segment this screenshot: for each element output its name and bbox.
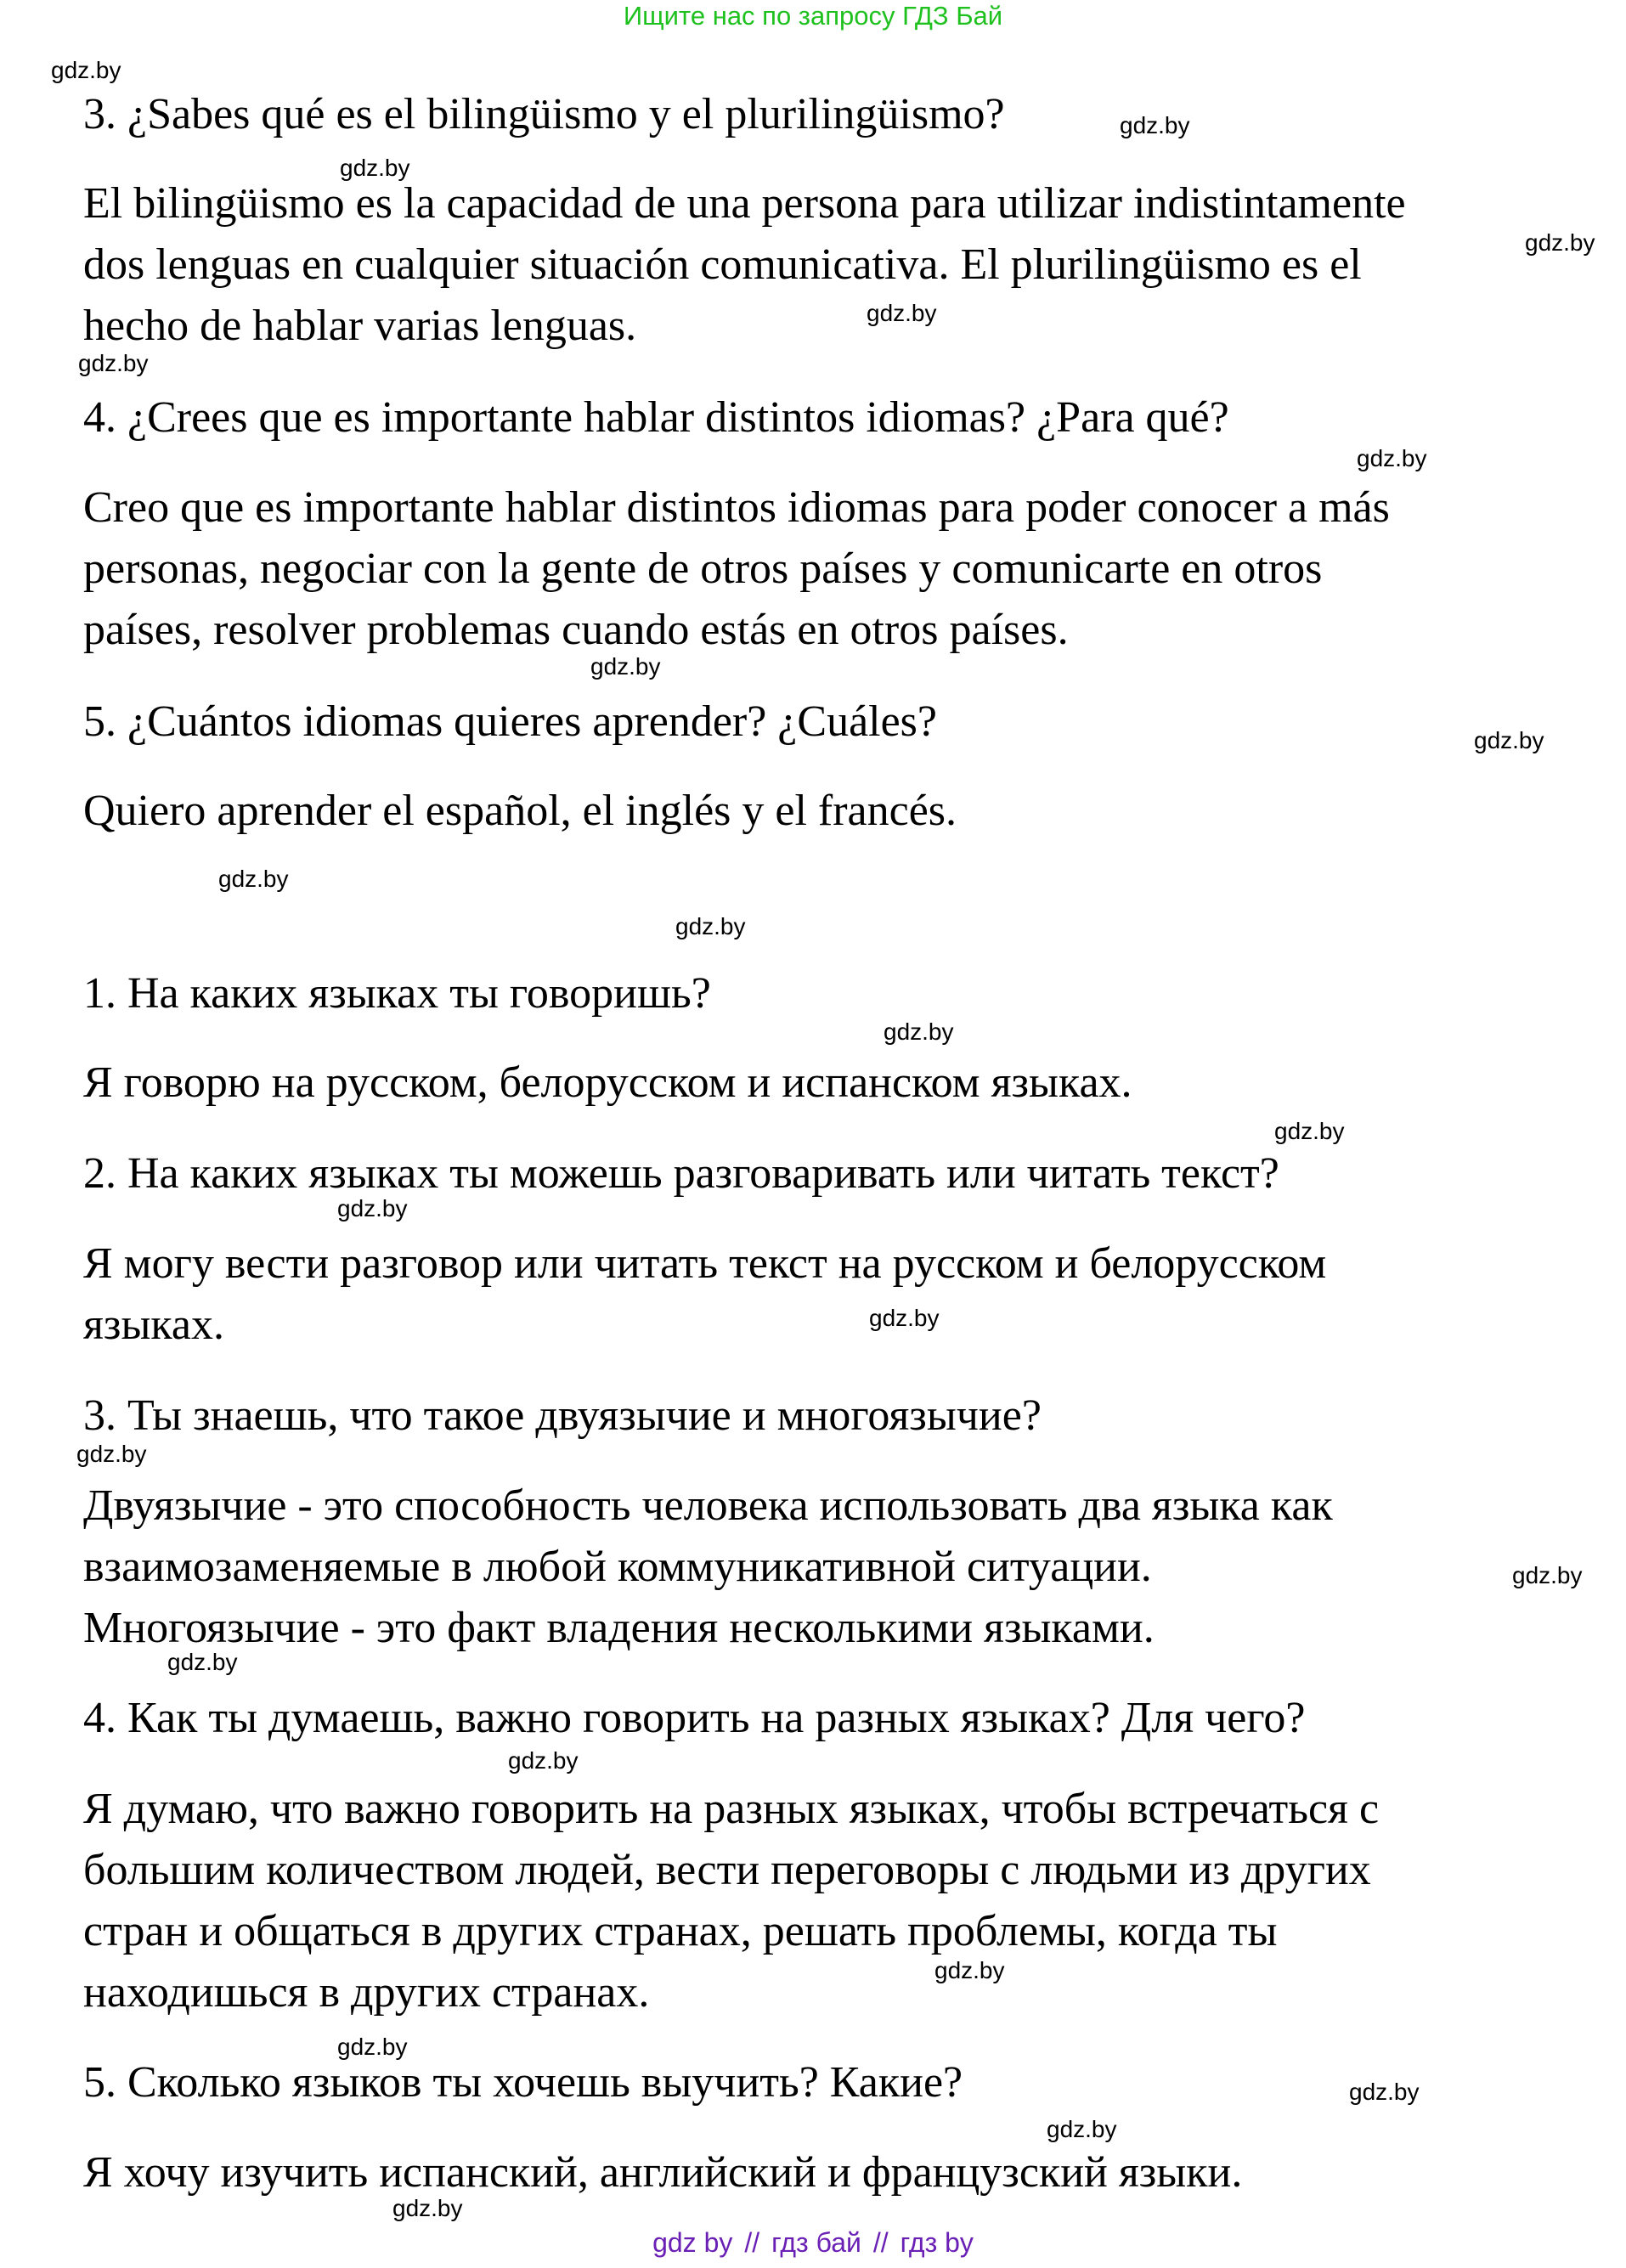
answer-ru-4-line-4: находишься в других странах.	[83, 1968, 650, 2017]
top-banner: Ищите нас по запросу ГДЗ Бай	[623, 1, 1003, 31]
watermark: gdz.by	[1357, 445, 1427, 471]
watermark: gdz.by	[392, 2195, 463, 2221]
watermark: gdz.by	[218, 866, 289, 892]
answer-es-4-line-3: países, resolver problemas cuando estás en otros países.	[83, 606, 1069, 654]
footer-separator: //	[744, 2227, 760, 2258]
question-ru-3: 3. Ты знаешь, что такое двуязычие и многоязычие?	[83, 1391, 1042, 1440]
answer-es-4-line-2: personas, negociar con la gente de otros países y comunicarte en otros	[83, 544, 1323, 593]
question-ru-2: 2. На каких языках ты можешь разговаривать или читать текст?	[83, 1149, 1279, 1198]
watermark: gdz.by	[675, 913, 746, 939]
answer-ru-2-line-1: Я могу вести разговор или читать текст на русском и белорусском	[83, 1239, 1327, 1288]
answer-es-5: Quiero aprender el español, el inglés y el francés.	[83, 787, 957, 835]
answer-es-3-line-2: dos lenguas en cualquier situación comunicativa. El plurilingüismo es el	[83, 240, 1362, 289]
watermark: gdz.by	[1274, 1118, 1345, 1144]
watermark: gdz.by	[337, 2034, 408, 2060]
watermark: gdz.by	[337, 1195, 408, 1221]
answer-ru-4-line-2: большим количеством людей, вести переговоры с людьми из других	[83, 1846, 1371, 1894]
footer-links	[0, 2226, 1626, 2260]
footer-link-gdz-bai[interactable]: гдз бай	[771, 2227, 861, 2258]
watermark: gdz.by	[867, 300, 937, 326]
footer-link-gdz-by[interactable]: gdz by	[652, 2227, 733, 2258]
answer-ru-5: Я хочу изучить испанский, английский и французский языки.	[83, 2148, 1243, 2197]
answer-es-4-line-1: Creo que es importante hablar distintos idiomas para poder conocer a más	[83, 483, 1390, 532]
watermark: gdz.by	[869, 1305, 940, 1331]
watermark: gdz.by	[1349, 2079, 1420, 2105]
footer-separator: //	[872, 2227, 889, 2258]
answer-ru-3-line-3: Многоязычие - это факт владения несколькими языками.	[83, 1604, 1155, 1652]
answer-ru-3-line-2: взаимозаменяемые в любой коммуникативной ситуации.	[83, 1543, 1152, 1591]
question-ru-1: 1. На каких языках ты говоришь?	[83, 969, 711, 1018]
answer-ru-4-line-1: Я думаю, что важно говорить на разных языках, чтобы встречаться с	[83, 1785, 1380, 1833]
watermark: gdz.by	[51, 57, 121, 83]
watermark: gdz.by	[934, 1957, 1005, 1983]
answer-ru-2-line-2: языках.	[83, 1300, 224, 1349]
watermark: gdz.by	[1512, 1562, 1583, 1588]
question-ru-4: 4. Как ты думаешь, важно говорить на разных языках? Для чего?	[83, 1694, 1306, 1742]
answer-es-3-line-3: hecho de hablar varias lenguas.	[83, 302, 637, 350]
watermark: gdz.by	[590, 653, 661, 680]
footer-link-gdz-by-cyr[interactable]: гдз by	[900, 2227, 974, 2258]
question-es-4: 4. ¿Crees que es importante hablar distintos idiomas? ¿Para qué?	[83, 393, 1229, 442]
answer-ru-1: Я говорю на русском, белорусском и испанском языках.	[83, 1058, 1132, 1107]
watermark: gdz.by	[1525, 229, 1595, 256]
watermark: gdz.by	[78, 350, 149, 376]
watermark: gdz.by	[1047, 2116, 1117, 2142]
question-es-5: 5. ¿Cuántos idiomas quieres aprender? ¿Cuáles?	[83, 697, 937, 746]
watermark: gdz.by	[1474, 727, 1544, 753]
watermark: gdz.by	[76, 1441, 147, 1467]
answer-es-3-line-1: El bilingüismo es la capacidad de una persona para utilizar indistintamente	[83, 179, 1406, 228]
watermark: gdz.by	[884, 1018, 954, 1045]
question-ru-5: 5. Сколько языков ты хочешь выучить? Какие?	[83, 2058, 963, 2107]
watermark: gdz.by	[340, 155, 410, 181]
answer-ru-3-line-1: Двуязычие - это способность человека использовать два языка как	[83, 1481, 1333, 1530]
answer-ru-4-line-3: стран и общаться в других странах, решать проблемы, когда ты	[83, 1907, 1278, 1955]
question-es-3: 3. ¿Sabes qué es el bilingüismo y el plurilingüismo?	[83, 90, 1005, 138]
watermark: gdz.by	[508, 1747, 579, 1774]
watermark: gdz.by	[1120, 112, 1190, 138]
watermark: gdz.by	[167, 1649, 238, 1675]
